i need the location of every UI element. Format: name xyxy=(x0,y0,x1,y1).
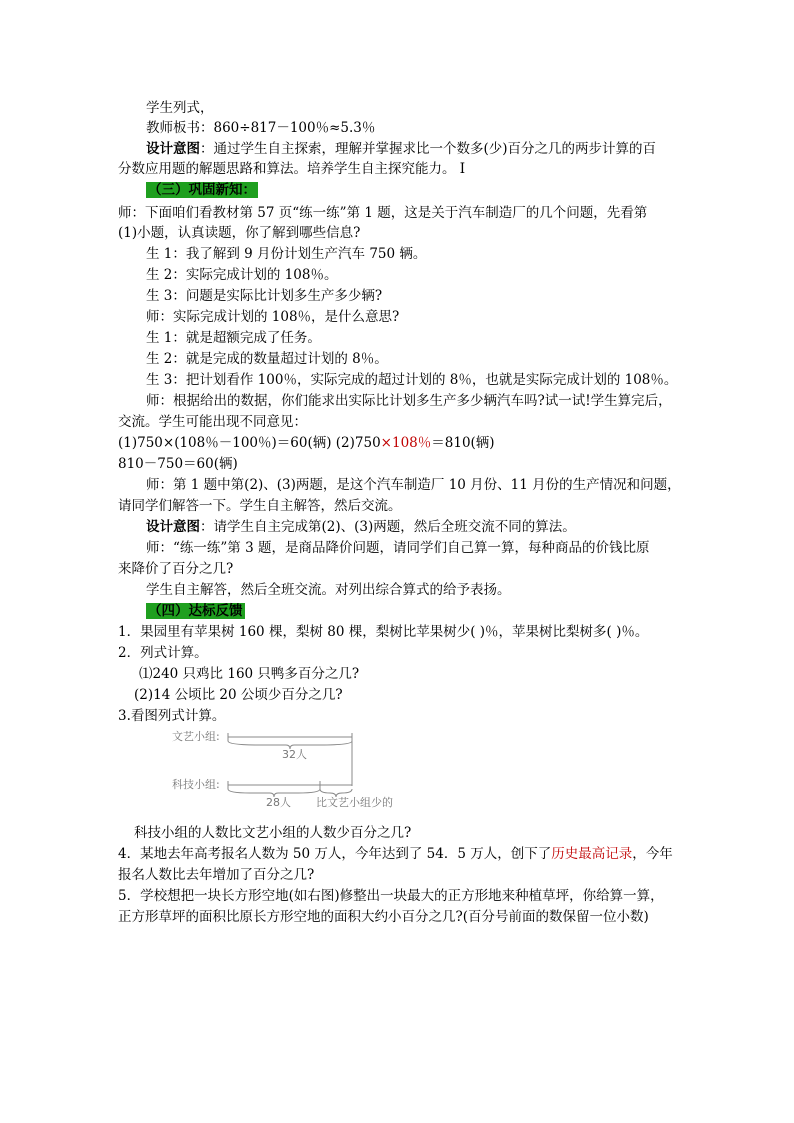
formula-text: ＝810(辆) xyxy=(431,435,495,451)
text-line: 教师板书：860÷817－100％≈5.3％ xyxy=(146,120,376,136)
text-line xyxy=(146,517,706,537)
value-literary-group: 32人 xyxy=(282,748,307,761)
formula-line xyxy=(118,433,678,453)
text-span: 4．某地去年高考报名人数为 50 万人，今年达到了 54．5 万人，创下了 xyxy=(118,846,552,862)
text-line: 生 3：问题是实际比计划多生产多少辆? xyxy=(146,288,383,304)
question-3-prompt: 科技小组的人数比文艺小组的人数少百分之几? xyxy=(134,825,412,841)
text-line: 学生列式， xyxy=(146,100,214,116)
question-4 xyxy=(118,844,678,864)
formula-text: (1)750×(108％－100％)＝60(辆) (2)750 xyxy=(118,435,381,451)
text-line: 师：实际完成计划的 108％，是什么意思? xyxy=(146,309,400,325)
section-highlight: （三）巩固新知： xyxy=(148,182,256,198)
text-line: 分数应用题的解题思路和算法。培养学生自主探究能力。 I xyxy=(118,161,466,177)
question-2a: ⑴240 只鸡比 160 只鸭多百分之几? xyxy=(139,666,360,682)
section-highlight: （四）达标反馈 xyxy=(148,603,243,619)
design-intent-label: 设计意图 xyxy=(146,141,200,157)
label-science-group: 科技小组: xyxy=(172,778,220,791)
text-span: ：请学生自主完成第(2)、(3)两题，然后全班交流不同的算法。 xyxy=(200,519,576,535)
text-line: 生 1：我了解到 9 月份计划生产汽车 750 辆。 xyxy=(146,246,427,262)
text-line: 生 2：实际完成计划的 108％。 xyxy=(146,267,338,283)
section-heading-4 xyxy=(146,601,706,621)
value-science-group: 28人 xyxy=(266,796,291,809)
text-span: ：通过学生自主探索，理解并掌握求比一个数多(少)百分之几的两步计算的百 xyxy=(200,141,657,157)
label-literary-group: 文艺小组: xyxy=(172,730,220,743)
question-2b: (2)14 公顷比 20 公顷少百分之几? xyxy=(134,687,343,703)
formula-red-text: ×108％ xyxy=(380,435,432,451)
text-line: 师：“练一练”第 3 题，是商品降价问题，请同学们自己算一算，每种商品的价钱比原 xyxy=(146,540,650,556)
text-line xyxy=(146,139,706,159)
text-line: 生 3：把计划看作 100％，实际完成的超过计划的 8％，也就是实际完成计划的 108％。 xyxy=(146,372,678,388)
design-intent-label: 设计意图 xyxy=(146,519,200,535)
question-5-cont: 正方形草坪的面积比原长方形空地的面积大约小百分之几?(百分号前面的数保留一位小数) xyxy=(118,909,649,925)
text-line: 学生自主解答，然后全班交流。对列出综合算式的给予表扬。 xyxy=(146,582,511,598)
text-line: 交流。学生可能出现不同意见： xyxy=(118,414,307,430)
text-line: 师：第 1 题中第(2)、(3)两题，是这个汽车制造厂 10 月份、11 月份的生产情况和问题， xyxy=(146,477,681,493)
question-1: 1．果园里有苹果树 160 棵，梨树 80 棵，梨树比苹果树少( )％，苹果树比梨树多( )％。 xyxy=(118,624,649,640)
question-4-cont: 报名人数比去年增加了百分之几? xyxy=(118,867,315,883)
difference-note: 比文艺小组少的 xyxy=(316,796,393,809)
question-2: 2．列式计算。 xyxy=(118,645,208,661)
question-5: 5．学校想把一块长方形空地(如右图)修整出一块最大的正方形地来种植草坪，你给算一算， xyxy=(118,888,664,904)
text-line: 师：根据给出的数据，你们能求出实际比计划多生产多少辆汽车吗?试一试!学生算完后， xyxy=(146,393,672,409)
record-red-text: 历史最高记录 xyxy=(551,846,633,862)
text-span: ，今年 xyxy=(632,846,673,862)
section-heading-3 xyxy=(146,180,706,200)
text-line: 生 2：就是完成的数量超过计划的 8％。 xyxy=(146,351,388,367)
text-line: 师：下面咱们看教材第 57 页“练一练”第 1 题，这是关于汽车制造厂的几个问题，先看第 xyxy=(118,205,648,221)
formula-line: 810－750＝60(辆) xyxy=(118,456,238,472)
text-line: (1)小题，认真读题，你了解到哪些信息? xyxy=(118,225,361,241)
question-3: 3.看图列式计算。 xyxy=(118,708,226,724)
text-line: 生 1：就是超额完成了任务。 xyxy=(146,330,321,346)
text-line: 请同学们解答一下。学生自主解答，然后交流。 xyxy=(118,498,402,514)
text-line: 来降价了百分之几? xyxy=(118,561,234,577)
line-segment-diagram xyxy=(170,726,420,816)
